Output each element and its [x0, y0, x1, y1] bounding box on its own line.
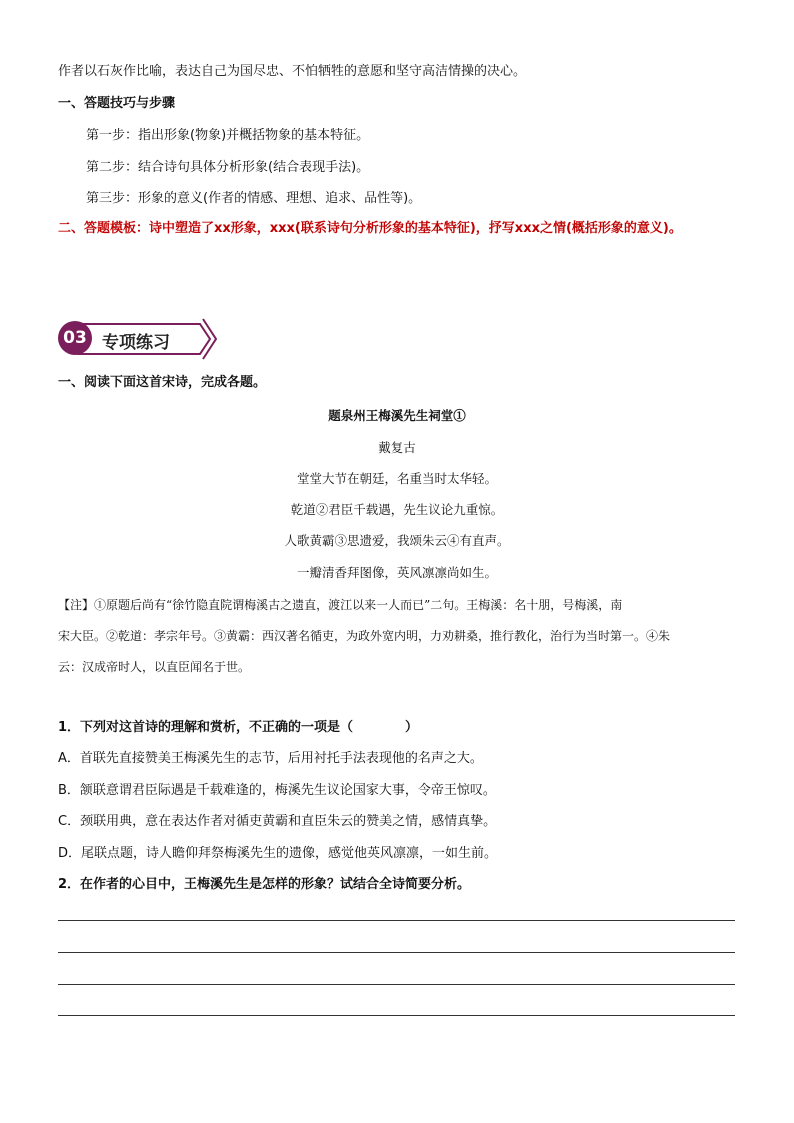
- option-c: C．颈联用典，意在表达作者对循吏黄霸和直臣朱云的赞美之情，感情真挚。: [58, 814, 497, 829]
- poem-title: 题泉州王梅溪先生祠堂①: [328, 408, 466, 423]
- question-2: 2．在作者的心目中，王梅溪先生是怎样的形象？试结合全诗简要分析。: [58, 877, 471, 892]
- poem-line-2: 乾道②君臣千载遇，先生议论九重惊。: [290, 502, 504, 517]
- section-number: 03: [63, 328, 87, 348]
- answer-template: 二、答题模板：诗中塑造了xx形象，xxx(联系诗句分析形象的基本特征)，抒写xxx之情(概括形象的意义)。: [58, 221, 682, 236]
- skills-heading: 一、答题技巧与步骤: [58, 96, 176, 111]
- option-d: D．尾联点题，诗人瞻仰拜祭梅溪先生的遗像，感觉他英风凛凛，一如生前。: [58, 846, 498, 861]
- poem-note-3: 云：汉成帝时人，以直臣闻名于世。: [58, 660, 251, 674]
- poem-line-4: 一瓣清香拜图像，英风凛凛尚如生。: [296, 565, 497, 580]
- exercise-prompt: 一、阅读下面这首宋诗，完成各题。: [58, 375, 267, 390]
- option-a: A．首联先直接赞美王梅溪先生的志节，后用衬托手法表现他的名声之大。: [58, 751, 483, 766]
- step-1: 第一步：指出形象(物象)并概括物象的基本特征。: [86, 128, 370, 143]
- step-3: 第三步：形象的意义(作者的情感、理想、追求、品性等)。: [86, 191, 422, 206]
- section-header: [58, 316, 218, 362]
- option-b: B．颔联意谓君臣际遇是千载难逢的，梅溪先生议论国家大事，令帝王惊叹。: [58, 783, 496, 798]
- question-1: 1．下列对这首诗的理解和赏析，不正确的一项是（ ）: [58, 720, 419, 735]
- answer-line-4[interactable]: [58, 1015, 735, 1016]
- poem-note-1: 【注】①原题后尚有“徐竹隐直院谓梅溪古之遗直，渡江以来一人而已”二句。王梅溪：名十朋，号梅溪，南: [58, 598, 623, 612]
- poem-note-2: 宋大臣。②乾道：孝宗年号。③黄霸：西汉著名循吏，为政外宽内明，力劝耕桑，推行教化，治行为当时第一。④朱: [58, 629, 671, 643]
- poem-author: 戴复古: [378, 440, 416, 455]
- answer-line-1[interactable]: [58, 920, 735, 921]
- poem-line-3: 人歌黄霸③思遗爱，我颂朱云④有直声。: [284, 533, 510, 548]
- poem-line-1: 堂堂大节在朝廷，名重当时太华轻。: [296, 471, 497, 486]
- answer-line-3[interactable]: [58, 984, 735, 985]
- section-title: 专项练习: [102, 333, 170, 353]
- step-2: 第二步：结合诗句具体分析形象(结合表现手法)。: [86, 160, 370, 175]
- answer-line-2[interactable]: [58, 952, 735, 953]
- intro-conclusion: 作者以石灰作比喻，表达自己为国尽忠、不怕牺牲的意愿和坚守高洁情操的决心。: [58, 64, 527, 79]
